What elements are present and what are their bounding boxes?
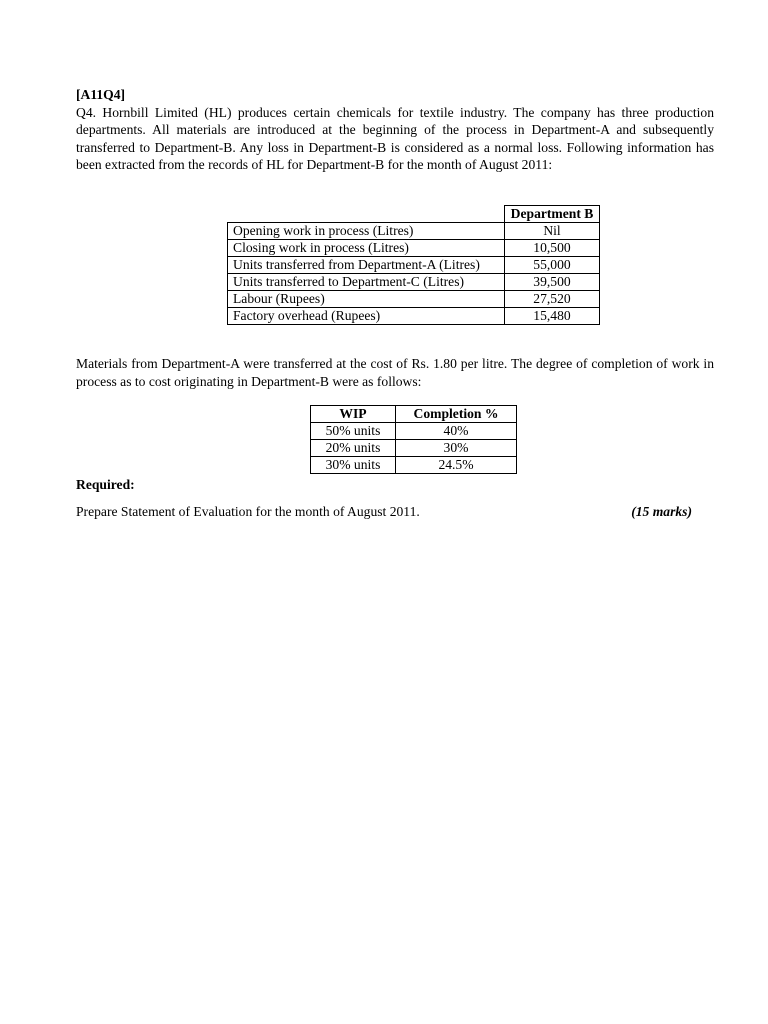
row-value: 55,000	[505, 257, 600, 274]
required-text: Prepare Statement of Evaluation for the month of August 2011.	[76, 504, 420, 519]
row-value: 27,520	[505, 291, 600, 308]
table-row	[228, 257, 600, 274]
row-value: 39,500	[505, 274, 600, 291]
table-row	[228, 291, 600, 308]
table-row	[228, 223, 600, 240]
marks-label: (15 marks)	[631, 504, 692, 519]
wip-cell: 20% units	[311, 440, 396, 457]
completion-header: Completion %	[396, 406, 517, 423]
department-b-table	[227, 205, 600, 325]
completion-cell: 40%	[396, 423, 517, 440]
question-page	[76, 86, 714, 519]
row-label: Closing work in process (Litres)	[228, 240, 505, 257]
wip-cell: 30% units	[311, 457, 396, 474]
materials-paragraph: Materials from Department-A were transferred at the cost of Rs. 1.80 per litre. The degree of completion of work in process as to cost originating in Department-B were as follows:	[76, 356, 714, 389]
table-row	[311, 440, 517, 457]
required-heading: Required:	[76, 477, 135, 492]
completion-cell: 24.5%	[396, 457, 517, 474]
table-row	[228, 240, 600, 257]
question-reference: [A11Q4]	[76, 87, 126, 102]
wip-cell: 50% units	[311, 423, 396, 440]
row-label: Units transferred to Department-C (Litres)	[228, 274, 505, 291]
wip-completion-table	[310, 405, 517, 474]
question-intro: Q4. Hornbill Limited (HL) produces certain chemicals for textile industry. The company has three production departments. All materials are introduced at the beginning of the process in Department-A and subsequently transferred to Department-B. Any loss in Department-B is considered as a normal loss. Following information has been extracted from the records of HL for Department-B for the month of August 2011:	[76, 104, 714, 172]
table-row	[311, 423, 517, 440]
row-label: Labour (Rupees)	[228, 291, 505, 308]
row-value: 10,500	[505, 240, 600, 257]
row-value: 15,480	[505, 308, 600, 325]
row-label: Units transferred from Department-A (Litres)	[228, 257, 505, 274]
row-label: Factory overhead (Rupees)	[228, 308, 505, 325]
table-header-row	[228, 206, 600, 223]
row-value: Nil	[505, 223, 600, 240]
wip-header: WIP	[311, 406, 396, 423]
department-b-header: Department B	[505, 206, 600, 223]
table-header-row	[311, 406, 517, 423]
required-instruction	[76, 503, 692, 521]
completion-cell: 30%	[396, 440, 517, 457]
table-row	[228, 274, 600, 291]
table-row	[311, 457, 517, 474]
table-row	[228, 308, 600, 325]
row-label: Opening work in process (Litres)	[228, 223, 505, 240]
header-blank-cell	[228, 206, 505, 223]
